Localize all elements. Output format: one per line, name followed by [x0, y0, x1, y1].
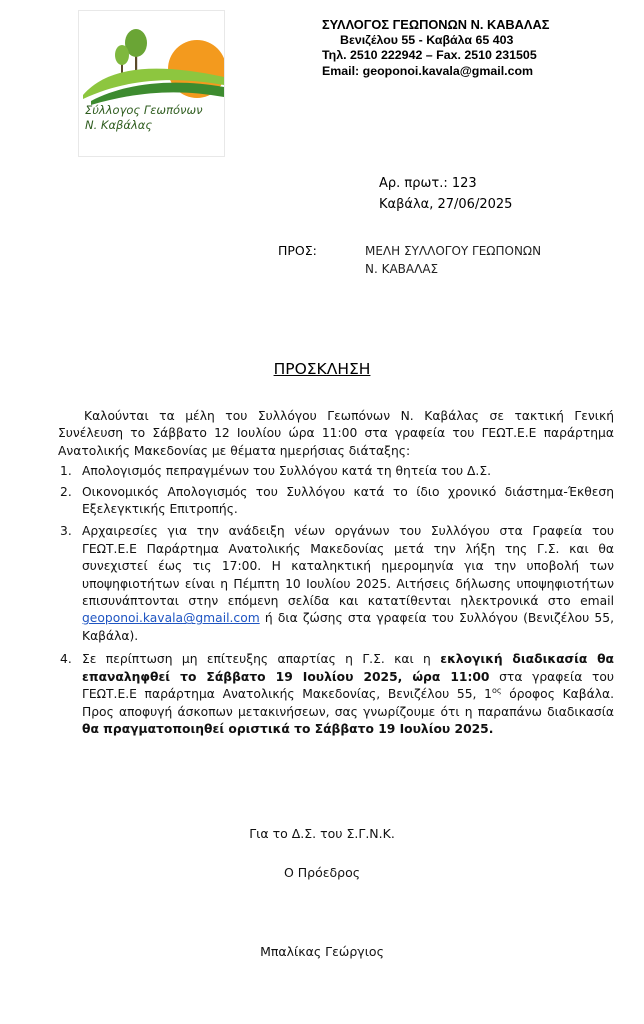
agenda-item-text: Σε περίπτωση μη επίτευξης απαρτίας η Γ.Σ. και η	[82, 652, 441, 667]
org-phone-fax: Τηλ. 2510 222942 – Fax. 2510 231505	[322, 48, 537, 62]
agenda-item-number: 2.	[60, 484, 72, 499]
org-address: Βενιζέλου 55 - Καβάλα 65 403	[340, 32, 514, 47]
agenda-item-2	[58, 484, 614, 519]
agenda-item-1	[58, 463, 614, 480]
recipient-line2: Ν. ΚΑΒΑΛΑΣ	[365, 262, 439, 276]
document-title: ΠΡΟΣΚΛΗΣΗ	[273, 360, 371, 378]
recipient-label: ΠΡΟΣ:	[278, 243, 317, 258]
logo-caption	[85, 103, 203, 133]
agenda-item-bold-date: εκλογική διαδικασία θα επαναληφθεί το Σάββατο 19 Ιουλίου 2025, ώρα 11:00	[82, 652, 615, 684]
org-name: ΣΥΛΛΟΓΟΣ ΓΕΩΠΟΝΩΝ Ν. ΚΑΒΑΛΑΣ	[322, 17, 550, 32]
agenda-item-text-mid: στα γραφεία του ΓΕΩΤ.Ε.Ε παράρτημα Ανατολικής Μακεδονίας, Βενιζέλου 55, 1	[82, 669, 614, 702]
agenda-item-number: 4.	[60, 652, 72, 667]
agenda-item-text: Οικονομικός Απολογισμός του Συλλόγου κατά το ίδιο χρονικό διάστημα-Έκθεση Εξελεγκτικής Επιτροπής.	[82, 484, 614, 517]
protocol-block	[379, 173, 512, 215]
signature-on-behalf: Για το Δ.Σ. του Σ.Γ.Ν.Κ.	[249, 826, 395, 841]
agenda-item-text: Αρχαιρεσίες για την ανάδειξη νέων οργάνων του Συλλόγου στα Γραφεία του ΓΕΩΤ.Ε.Ε Παράρτημα Ανατολικής Μακεδονίας μετά την λήξη της Γ.Σ. και θα συνεχιστεί έως τις 17:00. Η καταληκτική ημερομηνία για την υποβολή των υποψηφιοτήτων είναι η Πέμπτη 10 Ιουλίου 2025. Αιτήσεις δήλωσης υποψηφιοτήτων επισυνάπτονται στην επόμενη σελίδα και κατατίθενται ηλεκτρονικά στο email	[82, 524, 614, 609]
signature-name: Μπαλίκας Γεώργιος	[260, 944, 384, 959]
association-logo	[78, 10, 225, 157]
agenda-item-number: 3.	[60, 524, 72, 539]
logo-emblem-icon	[79, 11, 224, 156]
recipient-block	[365, 242, 541, 278]
org-email: Email: geoponoi.kavala@gmail.com	[322, 63, 534, 78]
intro-paragraph: Καλούνται τα μέλη του Συλλόγου Γεωπόνων Ν. Καβάλας σε τακτική Γενική Συνέλευση το Σάββατο 12 Ιουλίου ώρα 11:00 στα γραφεία του ΓΕΩΤ.Ε.Ε παράρτημα Ανατολικής Μακεδονίας με θέματα ημερήσιας διάταξης:	[58, 409, 614, 458]
letterhead	[322, 17, 549, 79]
agenda-item-4	[58, 651, 614, 738]
agenda-item-text-cont: όροφος Καβάλα. Προς αποφυγή άσκοπων μετακινήσεων, σας γνωρίζουμε ότι η παραπάνω διαδικασία	[82, 687, 614, 719]
tree-crown-small	[115, 45, 129, 65]
place-date: Καβάλα, 27/06/2025	[379, 197, 513, 212]
signature-role: Ο Πρόεδρος	[283, 865, 361, 880]
agenda-item-3	[58, 523, 614, 645]
agenda-item-text: Απολογισμός πεπραγμένων του Συλλόγου κατά τη θητεία του Δ.Σ.	[82, 464, 492, 479]
recipient-line1: ΜΕΛΗ ΣΥΛΛΟΓΟΥ ΓΕΩΠΟΝΩΝ	[365, 244, 542, 258]
document-body	[58, 408, 614, 738]
logo-caption-line1: Σύλλογος Γεωπόνων	[85, 103, 203, 117]
protocol-number: Αρ. πρωτ.: 123	[379, 176, 477, 191]
agenda-item-text-end: ή δια ζώσης στα γραφεία του Συλλόγου (Βενιζέλου 55, Καβάλα).	[82, 611, 614, 643]
email-link[interactable]: geoponoi.kavala@gmail.com	[82, 611, 260, 626]
ordinal-superscript: ος	[491, 686, 502, 695]
agenda-item-number: 1.	[60, 464, 72, 479]
agenda-item-bold-final: θα πραγματοποιηθεί οριστικά το Σάββατο 19 Ιουλίου 2025.	[82, 721, 494, 736]
logo-caption-line2: Ν. Καβάλας	[85, 118, 153, 132]
agenda-list	[58, 463, 614, 738]
